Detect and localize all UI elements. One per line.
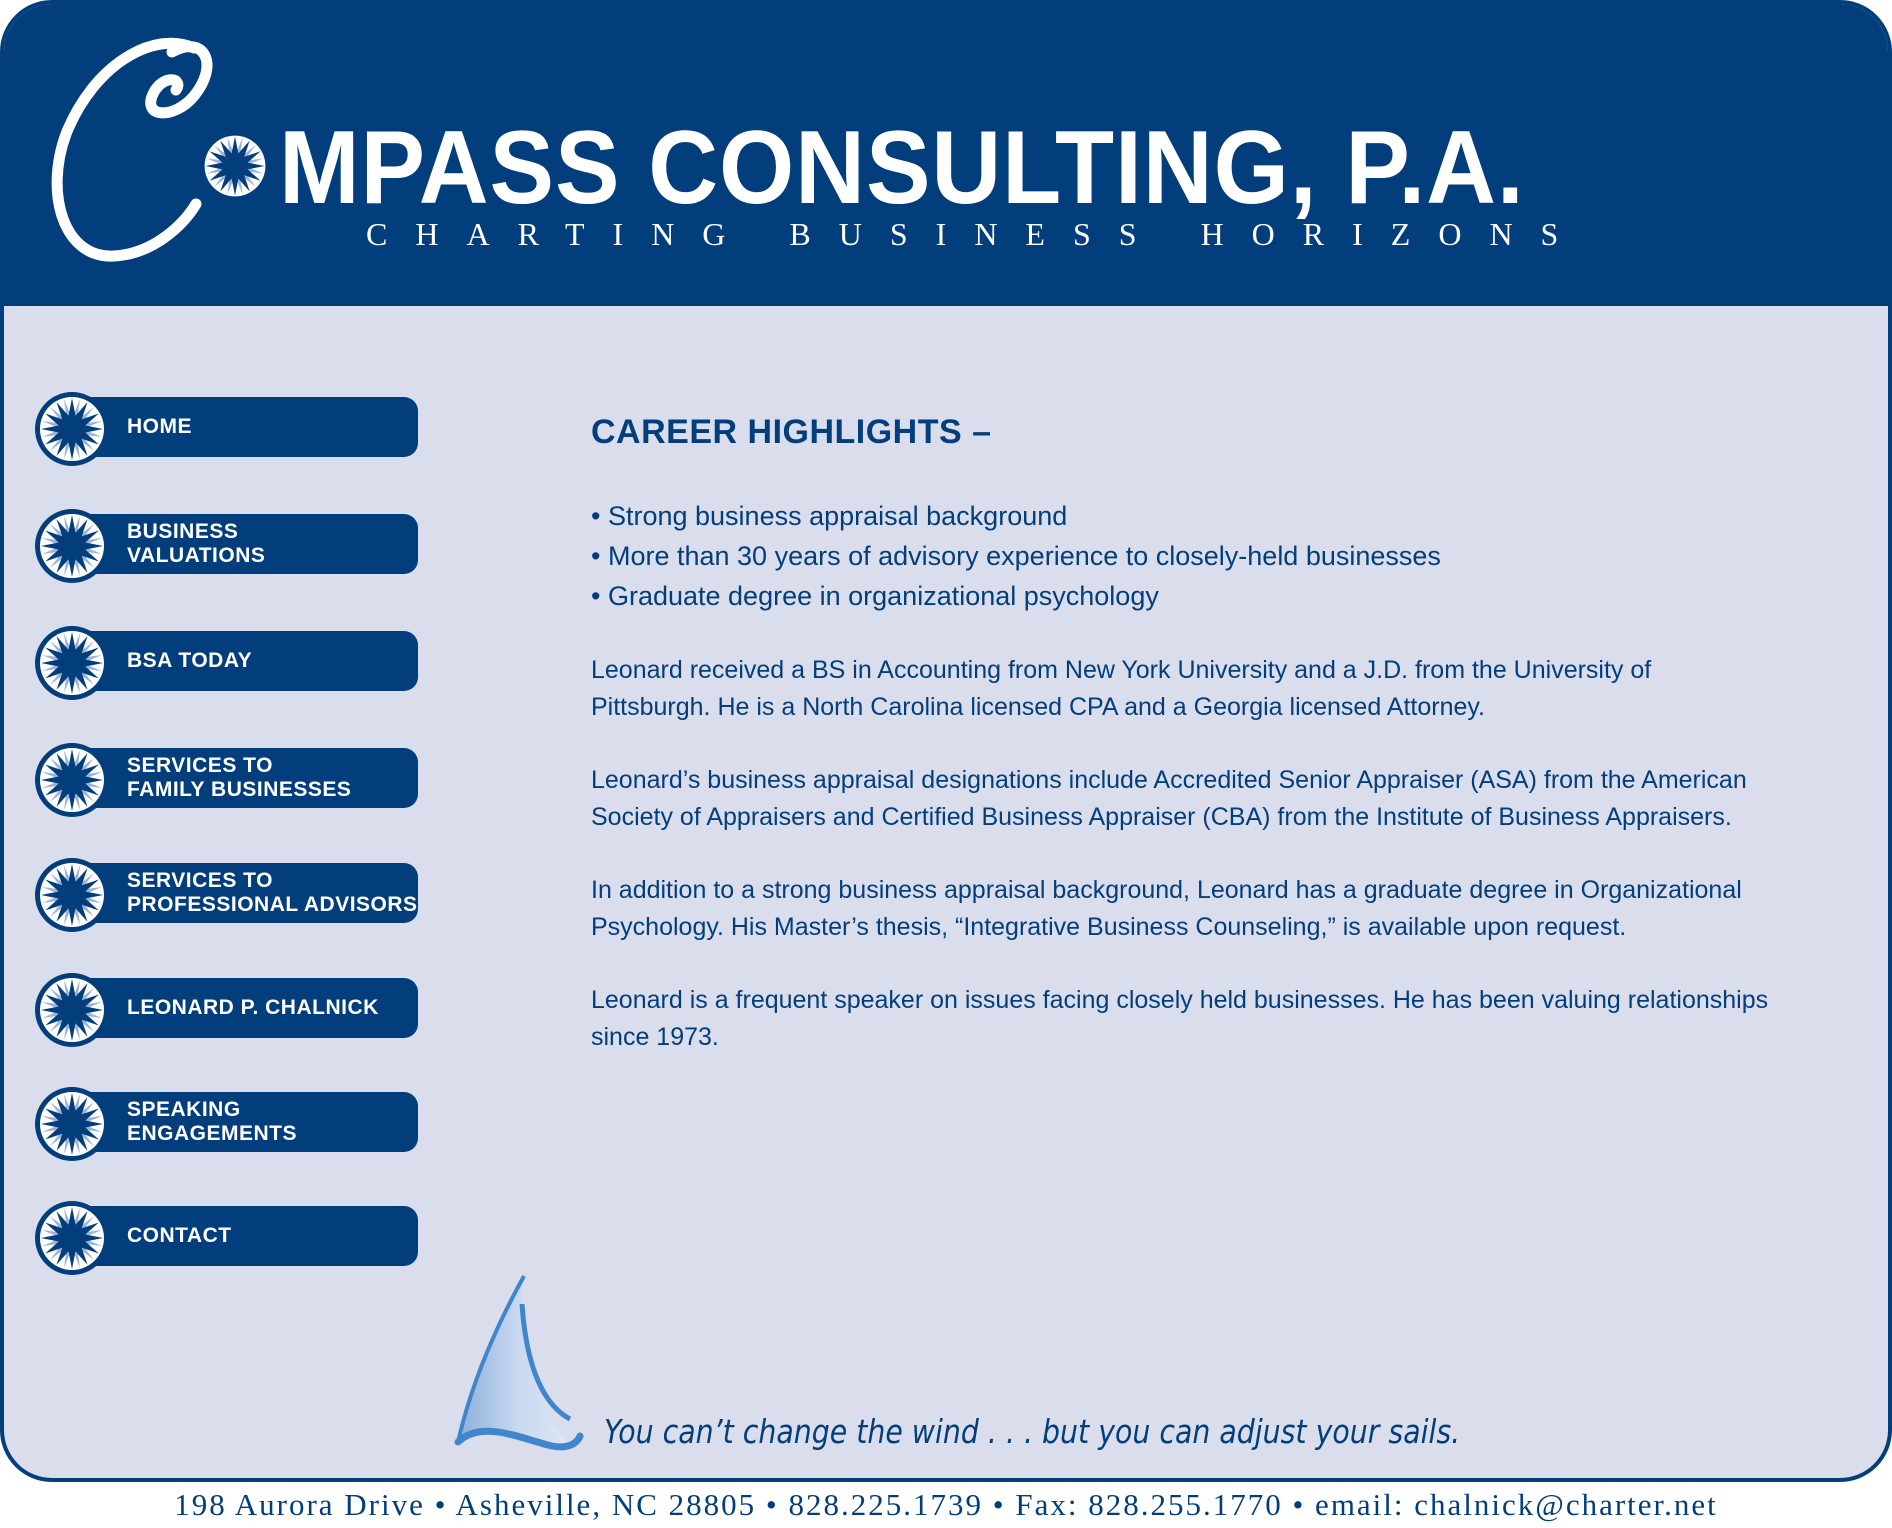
list-item: • Graduate degree in organizational psychology: [591, 576, 1771, 616]
nav-item-services-professional-advisors[interactable]: [32, 855, 450, 935]
compass-rose-icon: [32, 389, 112, 469]
nav-label: SPEAKING ENGAGEMENTS: [127, 1098, 298, 1145]
logo-compass-icon: [197, 128, 273, 204]
compass-rose-icon: [32, 1084, 112, 1164]
nav-label: HOME: [127, 415, 192, 438]
nav-item-leonard-p-chalnick[interactable]: [32, 970, 450, 1050]
nav-item-business-valuations[interactable]: [32, 506, 450, 586]
main-content: [591, 412, 1771, 1092]
footer-contact: 198 Aurora Drive • Asheville, NC 28805 • 828.225.1739 • Fax: 828.255.1770 • email: chalnick@charter.net: [174, 1487, 1718, 1522]
list-item: • Strong business appraisal background: [591, 496, 1771, 536]
nav-item-speaking-engagements[interactable]: [32, 1084, 450, 1164]
compass-rose-icon: [32, 1198, 112, 1278]
nav-label: SERVICES TO FAMILY BUSINESSES: [127, 754, 352, 801]
compass-rose-icon: [32, 970, 112, 1050]
nav-label: LEONARD P. CHALNICK: [127, 996, 379, 1019]
list-item: • More than 30 years of advisory experience to closely-held businesses: [591, 536, 1771, 576]
nav-label: BSA TODAY: [127, 649, 253, 672]
site-tagline: CHARTING BUSINESS HORIZONS: [366, 216, 1587, 252]
highlights-list: [591, 496, 1771, 616]
paragraph-graduate-degree: In addition to a strong business appraisal background, Leonard has a graduate degree in Organizational Psychology. His Master’s thesis, “Integrative Business Counseling,” is available upon request.: [591, 876, 1742, 941]
paragraph-education: Leonard received a BS in Accounting from New York University and a J.D. from the University of Pittsburgh. He is a North Carolina licensed CPA and a Georgia licensed Attorney.: [591, 656, 1652, 721]
compass-rose-icon: [32, 506, 112, 586]
site-title: MPASS CONSULTING, P.A.: [279, 110, 1525, 226]
compass-rose-icon: [32, 740, 112, 820]
compass-rose-icon: [32, 623, 112, 703]
nav-pill: [62, 397, 418, 457]
nav-item-bsa-today[interactable]: [32, 623, 450, 703]
sail-icon: [452, 1274, 592, 1454]
nav-label: CONTACT: [127, 1224, 232, 1247]
paragraph-designations: Leonard’s business appraisal designations include Accredited Senior Appraiser (ASA) from the American Society of Appraisers and Certified Business Appraiser (CBA) from the Institute of Business Appraisers.: [591, 766, 1747, 831]
nav-label: BUSINESS VALUATIONS: [127, 520, 266, 567]
site-header: [4, 4, 1888, 306]
nav-item-services-family-businesses[interactable]: [32, 740, 450, 820]
compass-rose-icon: [32, 855, 112, 935]
nav-pill: [62, 1206, 418, 1266]
nav-item-contact[interactable]: [32, 1198, 450, 1278]
page-heading: CAREER HIGHLIGHTS –: [591, 413, 992, 451]
nav-label: SERVICES TO PROFESSIONAL ADVISORS: [127, 869, 418, 916]
paragraph-speaker: Leonard is a frequent speaker on issues facing closely held businesses. He has been valuing relationships since 1973.: [591, 986, 1769, 1051]
motto: You can’t change the wind . . . but you can adjust your sails.: [604, 1412, 1461, 1451]
nav-item-home[interactable]: [32, 389, 450, 469]
